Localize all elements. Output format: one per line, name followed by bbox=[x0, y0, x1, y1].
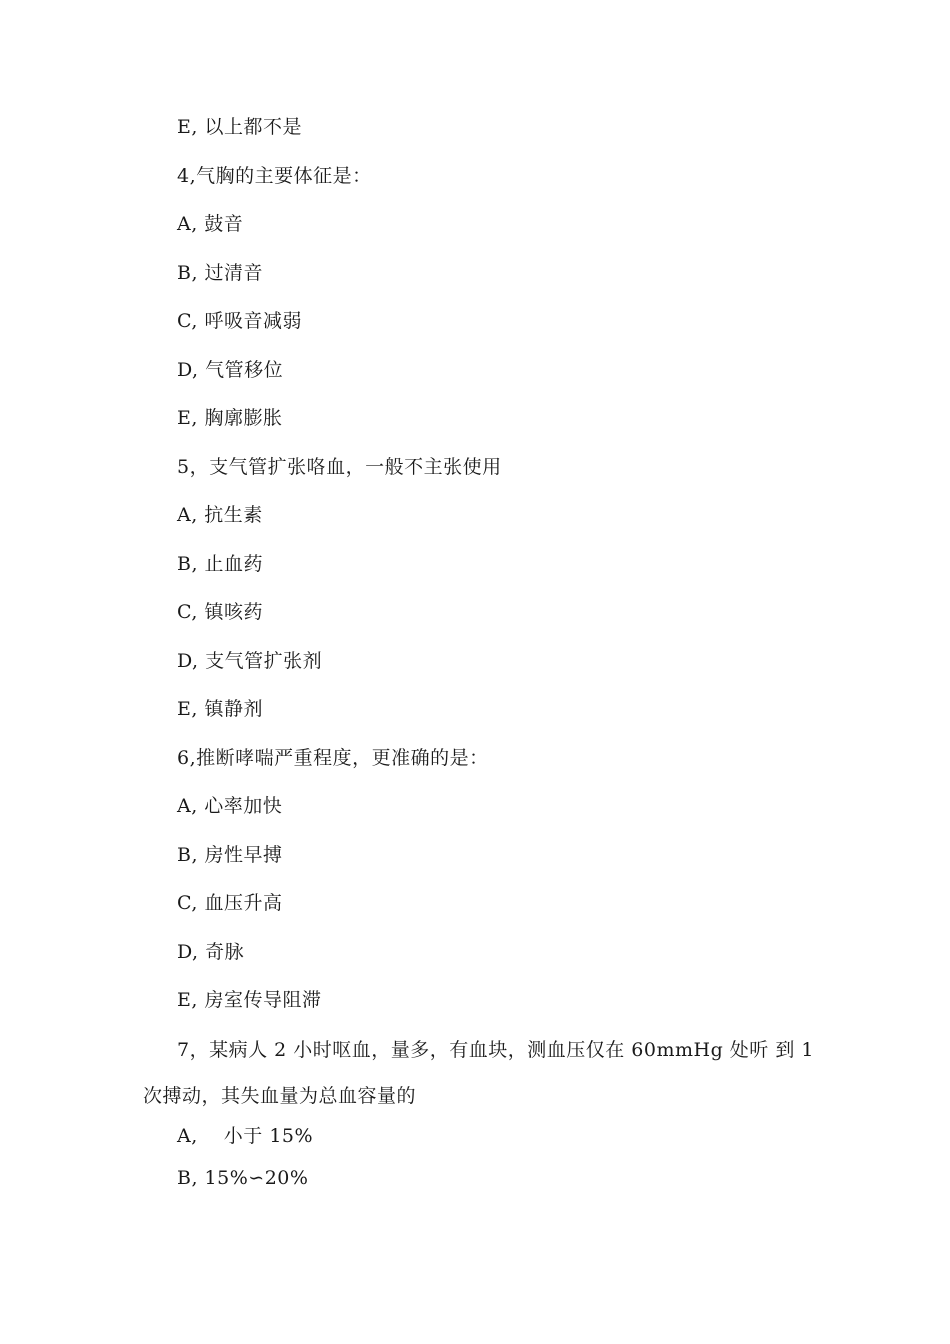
option-b-q7: B, 15%∽20% bbox=[177, 1167, 309, 1189]
option-c-q6: C, 血压升高 bbox=[177, 892, 283, 914]
question-4: 4,气胸的主要体征是： bbox=[177, 165, 372, 187]
option-b-q5: B, 止血药 bbox=[177, 553, 264, 575]
option-e-q3: E, 以上都不是 bbox=[177, 116, 302, 138]
question-7: 7，某病人 2 小时呕血，量多，有血块，测血压仅在 60mmHg 处听 到 1 次搏动，其失血量为总血容量的 bbox=[143, 1039, 814, 1107]
option-e-q4: E, 胸廓膨胀 bbox=[177, 407, 283, 429]
option-c-q5: C, 镇咳药 bbox=[177, 601, 263, 623]
option-d-q4: D, 气管移位 bbox=[177, 359, 284, 381]
option-e-q5: E, 镇静剂 bbox=[177, 698, 263, 720]
question-5: 5，支气管扩张咯血，一般不主张使用 bbox=[177, 456, 502, 478]
option-e-q6: E, 房室传导阻滞 bbox=[177, 989, 322, 1011]
option-c-q4: C, 呼吸音减弱 bbox=[177, 310, 302, 332]
option-a-q4: A, 鼓音 bbox=[177, 213, 244, 235]
option-a-q6: A, 心率加快 bbox=[177, 795, 283, 817]
question-6: 6,推断哮喘严重程度，更准确的是： bbox=[177, 747, 489, 769]
option-d-q5: D, 支气管扩张剂 bbox=[177, 650, 323, 672]
option-b-q6: B, 房性早搏 bbox=[177, 844, 283, 866]
option-a-q7: A, 小于 15% bbox=[177, 1125, 314, 1147]
option-d-q6: D, 奇脉 bbox=[177, 941, 245, 963]
option-a-q5: A, 抗生素 bbox=[177, 504, 263, 526]
option-b-q4: B, 过清音 bbox=[177, 262, 264, 284]
